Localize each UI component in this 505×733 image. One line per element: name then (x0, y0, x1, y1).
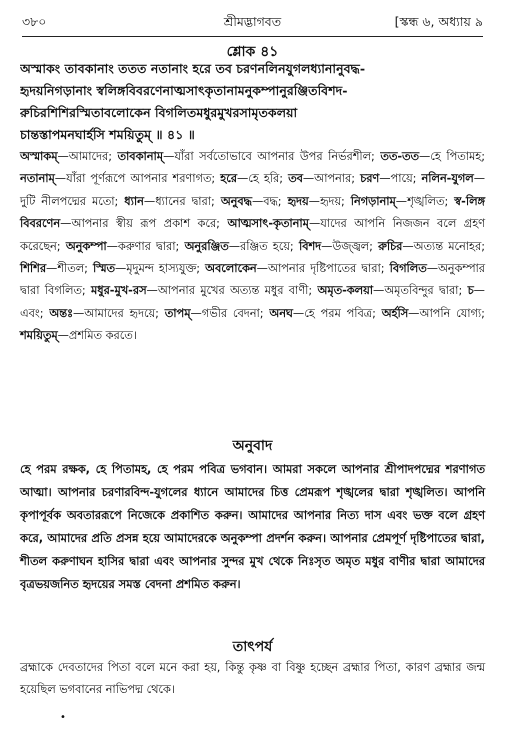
synonym-word: মধুর-মুখ-রস (90, 284, 147, 298)
synonym-meaning: —দুটি নীলপদ্মের মতো; (20, 172, 485, 208)
chapter-location: [স্কন্ধ ৬, অধ্যায় ৯ (394, 14, 483, 29)
synonym-word: হৃদয় (287, 194, 309, 208)
verse-title: শ্লোক ৪১ (226, 44, 279, 60)
translation-text: হে পরম রক্ষক, হে পিতামহ, হে পরম পবিত্র ভগবান। আমরা সকলে আপনার শ্রীপাদপদ্মের শরণাগত আত্মা। আপনার চরণারবিন্দ-যুগলের ধ্যানে আমাদের চিত্ত প্রেমরূপ শৃঙ্খলের দ্বারা শৃঙ্খলিত। আপনি কৃপাপূর্বক অবতাররূপে নিজেকে প্রকাশিত করুন। আমাদের আপনার নিত্য দাস এবং ভক্ত বলে গ্রহণ করে, আমাদের প্রতি প্রসন্ন হয়ে আমাদেরকে অনুকম্পা প্রদর্শন করুন। আপনার প্রেমপূর্ণ দৃষ্টিপাতের দ্বারা, শীতল করুণাঘন হাসির দ্বারা এবং আপনার সুন্দর মুখ থেকে নিঃসৃত অমৃত মধুর বাণীর দ্বারা আমাদের বৃত্রভয়জনিত হৃদয়ের সমস্ত বেদনা প্রশমিত করুন। (20, 462, 485, 591)
synonym-word: অস্মাকম্ (20, 150, 58, 163)
synonym-word: নিগড়ানাম্ (350, 194, 396, 208)
synonym-word: অনুরঞ্জিত (184, 239, 229, 253)
page-mark-dot: • (60, 712, 66, 723)
synonym-word: তত-তত (380, 150, 419, 163)
synonym-meaning: —অত্যন্ত মনোহর; (402, 239, 486, 253)
purport-text: ব্রহ্মাকে দেবতাদের পিতা বলে মনে করা হয়, কিন্তু কৃষ্ণ বা বিষ্ণু হচ্ছেন ব্রহ্মার পিতা, কারণ ব্রহ্মার জন্ম হয়েছিল ভগবানের নাভিপদ্ম থেকে। (20, 661, 485, 696)
synonym-meaning: —আপনার স্বীয় রূপ প্রকাশ করে; (60, 217, 228, 231)
synonym-meaning: —হে হরি; (236, 172, 289, 186)
synonym-word: চ (467, 284, 474, 298)
synonym-meaning: —আপনার দৃষ্টিপাতের দ্বারা; (256, 262, 390, 276)
synonym-meaning: —করুণার দ্বারা; (106, 239, 185, 253)
header-rule (22, 36, 483, 37)
synonym-word: স্মিত (93, 262, 115, 276)
synonym-word: শিশির (20, 262, 47, 276)
synonym-meaning: —হে পিতামহ; (418, 150, 485, 163)
synonym-meaning: —আপনি যোগ্য; (408, 306, 485, 320)
synonym-word: ধ্যান (124, 194, 144, 208)
synonym-word: চরণ (360, 172, 380, 186)
synonym-word: আত্মসাৎ-কৃতানাম্ (227, 217, 309, 231)
page-header (22, 12, 483, 34)
synonym-word: নলিন-যুগল (421, 172, 474, 186)
synonym-meaning: —প্রশমিত করতে। (57, 329, 137, 343)
synonym-word: অনঘ (269, 306, 293, 320)
word-for-word-synonyms (20, 146, 485, 348)
synonym-word: অনুবদ্ধ (220, 194, 252, 208)
verse-text (20, 58, 485, 146)
synonym-meaning: —পায়ে; (379, 172, 422, 186)
verse-line: হৃদয়নিগড়ানাং স্বলিঙ্গবিবরণেনাত্মসাৎকৃতানামনুকম্পানুরঞ্জিতবিশদ- (20, 83, 348, 98)
translation-heading: অনুবাদ (232, 438, 273, 454)
synonym-meaning: —শীতল; (46, 262, 94, 276)
synonym-meaning: —উজ্জ্বল; (321, 239, 379, 253)
synonym-meaning: —যাদের আপনি নিজজন বলে গ্রহণ করেছেন; (20, 217, 485, 253)
synonym-meaning: —যাঁরা পূর্ণরূপে আপনার শরণাগত; (54, 172, 221, 186)
synonym-meaning: —অমৃতবিন্দুর দ্বারা; (373, 284, 468, 298)
verse-line: রুচিরশিশিরস্মিতাবলোকেন বিগলিতমধুরমুখরসামৃতকলয়া (20, 105, 298, 120)
synonym-meaning: —হে পরম পবিত্র; (292, 306, 382, 320)
synonym-meaning: —যাঁরা সর্বতোভাবে আপনার উপর নির্ভরশীল; (163, 150, 381, 163)
synonym-meaning: —অনুকম্পার দ্বারা বিগলিত; (20, 262, 485, 298)
synonym-meaning: —আপনার মুখের অত্যন্ত মধুর বাণী; (146, 284, 318, 298)
synonym-word: তব (288, 172, 303, 186)
synonym-meaning: —আমাদের হৃদয়ে; (73, 306, 165, 320)
purport-heading: তাৎপর্য (232, 639, 273, 655)
synonym-meaning: —আমাদের; (57, 150, 118, 163)
synonym-word: অবলোকেন (205, 262, 257, 276)
synonym-meaning: —বদ্ধ; (251, 194, 288, 208)
synonym-word: অনুকম্পা (65, 239, 107, 253)
synonym-meaning: —ধ্যানের দ্বারা; (143, 194, 221, 208)
synonym-word: বিগলিত (389, 262, 427, 276)
synonym-word: অমৃত-কলয়া (317, 284, 374, 298)
book-title: শ্রীমদ্ভাগবত (223, 14, 282, 29)
synonym-word: তাবকানাম্ (117, 150, 164, 163)
synonym-word: হরে (220, 172, 237, 186)
synonym-word: রুচির (378, 239, 403, 253)
synonym-word: শময়িতুম্ (20, 329, 58, 343)
synonym-meaning: —আপনার; (302, 172, 361, 186)
synonym-meaning: —এবং; (20, 284, 485, 320)
synonym-meaning: —শৃঙ্খলিত; (395, 194, 455, 208)
synonym-meaning: —হৃদয়; (308, 194, 351, 208)
page-number: ৩৮০ (22, 14, 47, 29)
synonym-meaning: —মৃদুমন্দ হাস্যযুক্ত; (114, 262, 206, 276)
synonym-word: স্ব-লিঙ্গ বিবরণেন (20, 194, 485, 231)
synonym-meaning: —গভীর বেদনা; (190, 306, 270, 320)
synonym-word: নতানাম্ (20, 172, 55, 186)
synonym-word: অন্তঃ (49, 306, 73, 320)
verse-line: অস্মাকং তাবকানাং ততত নতানাং হরে তব চরণনলিনযুগলধ্যানানুবদ্ধ- (20, 61, 366, 76)
synonym-word: অর্হসি (381, 306, 409, 320)
synonym-meaning: —রঞ্জিত হয়ে; (228, 239, 299, 253)
synonym-word: তাপম্ (164, 306, 191, 320)
verse-line: চান্তস্তাপমনঘার্হসি শময়িতুম্ ॥ ৪১ ॥ (20, 127, 195, 142)
synonym-word: বিশদ (298, 239, 322, 253)
